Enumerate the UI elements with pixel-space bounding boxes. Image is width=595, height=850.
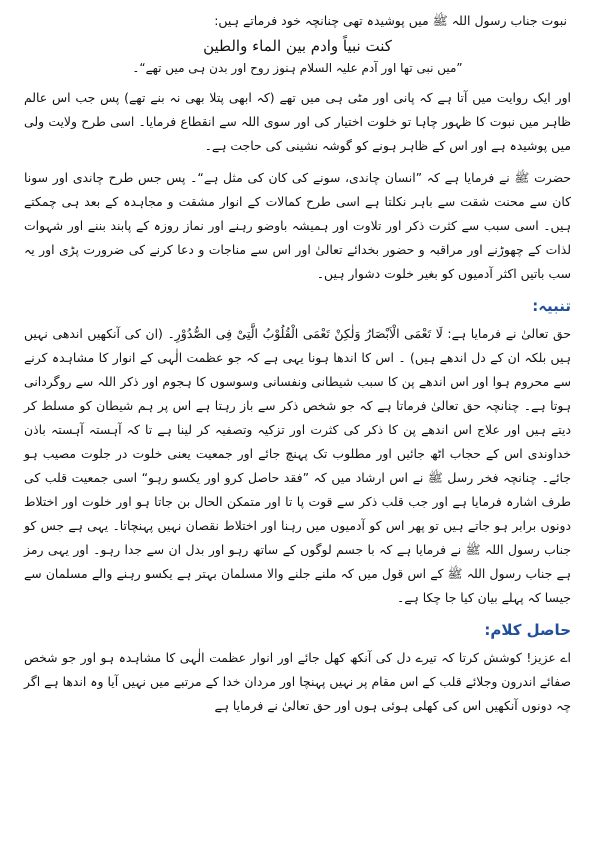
paragraph-2: حضرت ﷺ نے فرمایا ہے کہ ”انسان چاندی، سونے کی کان کی مثل ہے“۔ پس جس طرح چاندی اور سونا کان سے محنت شقت سے باہر نکلتا ہے اسی طرح کمالات کے انوار مشقت و مجاہدہ کے بعد ہی چمکتے ہیں۔ اسی سبب سے کثرت ذکر اور تلاوت اور ہمیشہ باوضو رہنے اور نماز روزہ کے پابند بننے اور شہوات لذات کے چھوڑنے اور مراقبہ و حضور بخدائے تعالیٰ اور اس سے مناجات و دعا کرنے کی ضرورت پڑی اور یہ سب باتیں اکثر آدمیوں کو بغیر خلوت دشوار ہیں۔ bbox=[24, 170, 571, 281]
paragraph-1: اور ایک روایت میں آتا ہے کہ پانی اور مٹی ہی میں تھے (کہ ابھی پتلا بھی نہ بنے تھے) پس جب اس عالم ظاہر میں نبوت کا ظہور چاہا تو خلوت اختیار کی اور سوی اللہ سے انقطاع فرمایا۔ اسی طرح ولایت ولی میں پوشیدہ ہے اور اس کے ظاہر ہونے کو گوشہ نشینی کی حاجت ہے۔ bbox=[24, 90, 571, 153]
heading-hasil-kalam: حاصل کلام: bbox=[484, 621, 571, 639]
hasil-paragraph: اے عزیز! کوشش کرتا کہ تیرے دل کی آنکھ کھل جائے اور انوار عظمت الٰہی کا مشاہدہ ہو اور جو شخص صفائے اندرون وجلائے قلب کے اس مقام پر نہیں پہنچا اور مردان خدا کے مرتبے میں نہیں آیا وہ اندھا ہے اگر چہ دونوں آنکھیں اس کی کھلی ہوئی ہوں اور حق تعالیٰ نے فرمایا ہے bbox=[24, 650, 571, 713]
tanbih-rest: ۔ (ان کی آنکھیں اندھی نہیں ہیں بلکہ ان کے دل اندھے ہیں) ۔ اس کا اندھا ہونا یہی ہے کہ جو عظمت الٰہی کے انوار کا مشاہدہ کرنے سے محروم ہوا اور اس اندھے پن کا سبب شیطانی ونفسانی وسوسوں کا ہجوم اور ذکر اللہ سے روگردانی ہوتا ہے۔ چنانچہ حق تعالیٰ فرماتا ہے کہ جو شخص ذکر سے باز رہتا ہے اس پر ہم شیطان کو مسلط کر دیتے ہیں اور علاج اس اندھے پن کا ذکر کی کثرت اور تزکیہ وتصفیہ کر لینا ہے تا کہ آہستہ آہستہ باذن خداوندی اس کے حجاب اٹھ جائیں اور مطلوب تک پہنچ جائے اور جمعیت یعنی خلوت در جلوت مصیب ہو جائے۔ چنانچہ فخر رسل ﷺ نے اس ارشاد میں کہ ”فقد حاصل کرو اور یکسو رہو“ اسی جمعیت قلب کی طرف اشارہ فرمایا ہے اور جب قلب ذکر سے قوت پا تا اور متمکن الحال بن جاتا ہو اور خلوت اور اختلاط دونوں برابر ہو جاتے ہیں تو پھر اس کو آدمیوں میں رہنا اور اختلاط نقصان نہیں پہنچاتا۔ یہی ہے جس کو جناب رسول اللہ ﷺ نے فرمایا ہے کہ با جسم لوگوں کے ساتھ رہو اور بدل ان سے جدا رہو۔ اور یہی رمز ہے جناب رسول اللہ ﷺ کے اس قول میں کہ ملنے جلنے والا مسلمان بہتر ہے یکسو رہنے والے مسلمان سے جیسا کہ پہلے بیان کیا جا چکا ہے۔ bbox=[24, 326, 571, 605]
tanbih-paragraph bbox=[24, 322, 571, 610]
tanbih-lead: حق تعالیٰ نے فرمایا ہے: bbox=[447, 326, 571, 341]
heading-tanbih: تنبیہ: bbox=[532, 297, 571, 315]
arabic-hadith-quote: كنت نبياً وادم بين الماء والطين bbox=[203, 37, 392, 55]
tanbih-ayah: لَا تَعْمَى الْاَبْصَارُ وَلٰكِنْ تَعْمَى الْقُلُوْبُ الَّتِىْ فِى الصُّدُوْرِ bbox=[174, 326, 443, 341]
hadith-translation: ”میں نبی تھا اور آدم علیہ السلام ہنوز روح اور بدن ہی میں تھے“۔ bbox=[132, 61, 463, 75]
intro-line: نبوت جناب رسول اللہ ﷺ میں پوشیدہ تھی چنانچہ خود فرماتے ہیں: bbox=[214, 13, 567, 28]
heading-tanbih-label: تنبیہ bbox=[538, 297, 571, 315]
heading-hasil-label: حاصل کلام bbox=[490, 621, 571, 639]
